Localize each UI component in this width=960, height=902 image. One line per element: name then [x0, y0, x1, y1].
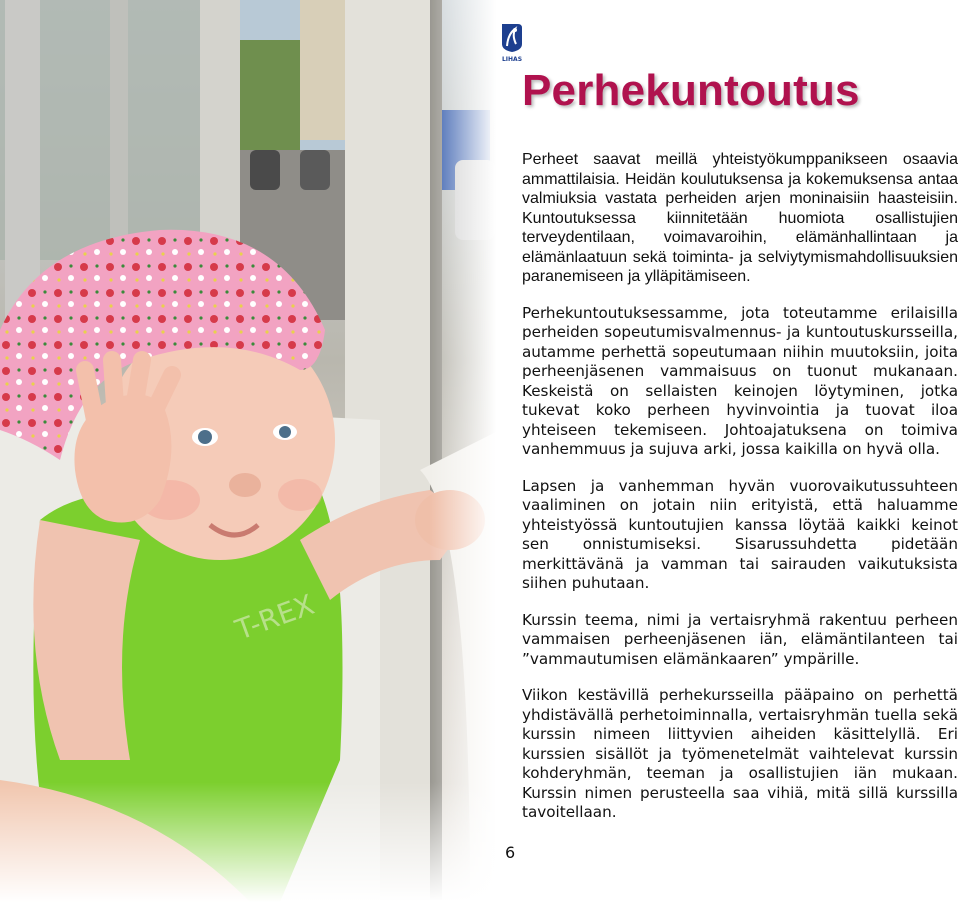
- page-number: 6: [505, 843, 516, 862]
- page-title: Perhekuntoutus: [522, 66, 860, 115]
- paragraph: Kurssin teema, nimi ja vertaisryhmä rakentuu perheen vammaisen perheenjäsenen iän, elämäntilanteen tai ”vammautumisen elämänkaaren” ympärille.: [522, 610, 958, 668]
- svg-text:LIHAS: LIHAS: [501, 56, 523, 63]
- paragraph: Perhekuntoutuksessamme, jota toteutamme erilaisilla perheiden sopeutumisvalmennus- ja kuntoutuskursseilla, autamme perhettä sopeutumaan niihin muutoksiin, joita perheenjäsenen vammaisuus on tuonut mukanaan. Keskeistä on sellaisten keinojen löytyminen, jotka tukevat koko perheen hyvinvointia ja tuovat iloa yhteiseen tekemiseen. Johtoajatuksena on toimiva vanhemmuus ja sujuva arki, jossa kaikilla on hyvä olla.: [522, 303, 958, 458]
- organization-logo: [500, 22, 524, 64]
- paragraph: Lapsen ja vanhemman hyvän vuorovaikutussuhteen vaaliminen on jotain niin erityistä, että haluamme yhteistyössä kuntoutujien kanssa löytää kaikki keinot sen onnistumiseksi. Sisarussuhdetta pidetään merkittävänä ja vamman tai sairauden vaikutuksista siihen puhutaan.: [522, 476, 958, 592]
- paragraph: Perheet saavat meillä yhteistyökumppanikseen osaavia ammattilaisia. Heidän koulutuksensa ja kokemuksensa antaa valmiuksia vastata perheiden arjen moninaisiin haasteisiin. Kuntoutuksessa kiinnitetään huomiota osallistujien terveydentilaan, voimavaroihin, elämänhallintaan ja elämänlaatuun sekä toiminta- ja selviytymismahdollisuuksien paranemiseen ja ylläpitämiseen.: [522, 151, 958, 285]
- paragraph: Viikon kestävillä perhekursseilla pääpaino on perhettä yhdistävällä perhetoiminnalla, vertaisryhmän tuella sekä kurssin nimeen liittyvien aiheiden käsittelyllä. Eri kurssien sisällöt ja työmenetelmät vaihtelevat kurssin kohderyhmän, teeman ja osallistujien iän mukaan. Kurssin nimen perusteella saa vihiä, mitä sillä kurssilla tavoitellaan.: [522, 686, 958, 821]
- photo-edge-fade: [430, 0, 500, 902]
- svg-text:T-REX: T-REX: [231, 587, 319, 647]
- article-body: [522, 150, 958, 840]
- photo-bottom-fade: [0, 782, 500, 902]
- logo-icon: [500, 22, 524, 64]
